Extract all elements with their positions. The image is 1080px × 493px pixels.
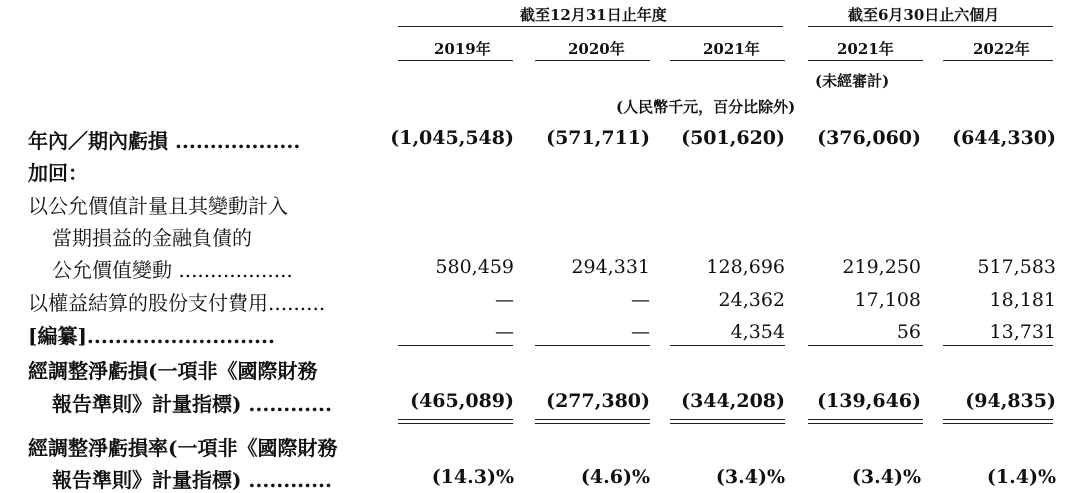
cell: 17,108 xyxy=(854,289,921,311)
total-rule xyxy=(943,419,1053,420)
row-label-fv-line2: 當期損益的金融負債的 xyxy=(52,226,252,250)
cell: (3.4)% xyxy=(851,466,921,488)
cell: 4,354 xyxy=(730,321,785,343)
cell: 517,583 xyxy=(977,256,1056,278)
cell: (465,089) xyxy=(410,390,514,412)
total-rule xyxy=(943,423,1053,424)
row-label-fv-change: 公允價值變動 .................. xyxy=(52,258,293,282)
cell: (14.3)% xyxy=(431,466,514,488)
cell: — xyxy=(495,321,514,343)
total-rule xyxy=(535,419,650,420)
col-rule-4 xyxy=(808,60,923,61)
row-label-adj-loss-line2: 報告準則》計量指標) ............ xyxy=(52,392,332,416)
subtotal-rule xyxy=(943,345,1053,346)
units-note: (人民幣千元，百分比除外) xyxy=(616,98,796,116)
col-rule-3 xyxy=(670,60,785,61)
subtotal-rule xyxy=(670,345,785,346)
row-label-add-back: 加回： xyxy=(28,161,88,185)
cell: 219,250 xyxy=(842,256,921,278)
cell: 294,331 xyxy=(571,256,650,278)
cell: (501,620) xyxy=(681,127,785,149)
row-label-loss: 年內／期內虧損 .................. xyxy=(28,129,301,153)
cell: (3.4)% xyxy=(715,466,785,488)
cell: — xyxy=(631,289,650,311)
row-label-redacted: [編纂]........................... xyxy=(28,324,275,348)
year-header-2020: 2020年 xyxy=(568,40,625,58)
total-rule xyxy=(670,419,785,420)
subtotal-rule xyxy=(398,345,513,346)
cell: — xyxy=(495,289,514,311)
cell: 24,362 xyxy=(718,289,785,311)
cell: (94,835) xyxy=(965,390,1056,412)
total-rule xyxy=(670,423,785,424)
row-label-share-comp: 以權益結算的股份支付費用......... xyxy=(28,291,326,315)
cell: 580,459 xyxy=(435,256,514,278)
cell: 13,731 xyxy=(989,321,1056,343)
cell: (1,045,548) xyxy=(390,127,514,149)
total-rule xyxy=(808,419,923,420)
cell: 128,696 xyxy=(706,256,785,278)
cell: (4.6)% xyxy=(580,466,650,488)
cell: — xyxy=(631,321,650,343)
row-label-adj-loss-line1: 經調整淨虧損(一項非《國際財務 xyxy=(28,359,318,383)
subtotal-rule xyxy=(808,345,923,346)
col-rule-1 xyxy=(398,60,513,61)
cell: (139,646) xyxy=(817,390,921,412)
total-rule xyxy=(535,423,650,424)
col-rule-5 xyxy=(943,60,1053,61)
cell: (277,380) xyxy=(546,390,650,412)
group-header-six-months: 截至6月30日止六個月 xyxy=(848,6,1000,24)
row-label-adj-rate-line2: 報告準則》計量指標) ............ xyxy=(52,468,332,492)
group-rule-1 xyxy=(398,26,783,27)
col-rule-2 xyxy=(535,60,650,61)
cell: (1.4)% xyxy=(986,466,1056,488)
cell: (571,711) xyxy=(546,127,650,149)
year-header-2021-h1: 2021年 xyxy=(837,40,894,58)
subtotal-rule xyxy=(535,345,650,346)
year-header-2022-h1: 2022年 xyxy=(973,40,1030,58)
cell: 18,181 xyxy=(989,289,1056,311)
total-rule xyxy=(398,419,513,420)
group-rule-2 xyxy=(808,26,1053,27)
cell: (376,060) xyxy=(817,127,921,149)
year-header-2021: 2021年 xyxy=(703,40,760,58)
unaudited-note: (未經審計) xyxy=(815,72,890,90)
cell: (344,208) xyxy=(681,390,785,412)
total-rule xyxy=(398,423,513,424)
year-header-2019: 2019年 xyxy=(434,40,491,58)
total-rule xyxy=(808,423,923,424)
cell: (644,330) xyxy=(952,127,1056,149)
group-header-year-end: 截至12月31日止年度 xyxy=(520,6,667,24)
row-label-fv-line1: 以公允價值計量且其變動計入 xyxy=(28,194,288,218)
row-label-adj-rate-line1: 經調整淨虧損率(一項非《國際財務 xyxy=(28,436,338,460)
cell: 56 xyxy=(896,321,921,343)
